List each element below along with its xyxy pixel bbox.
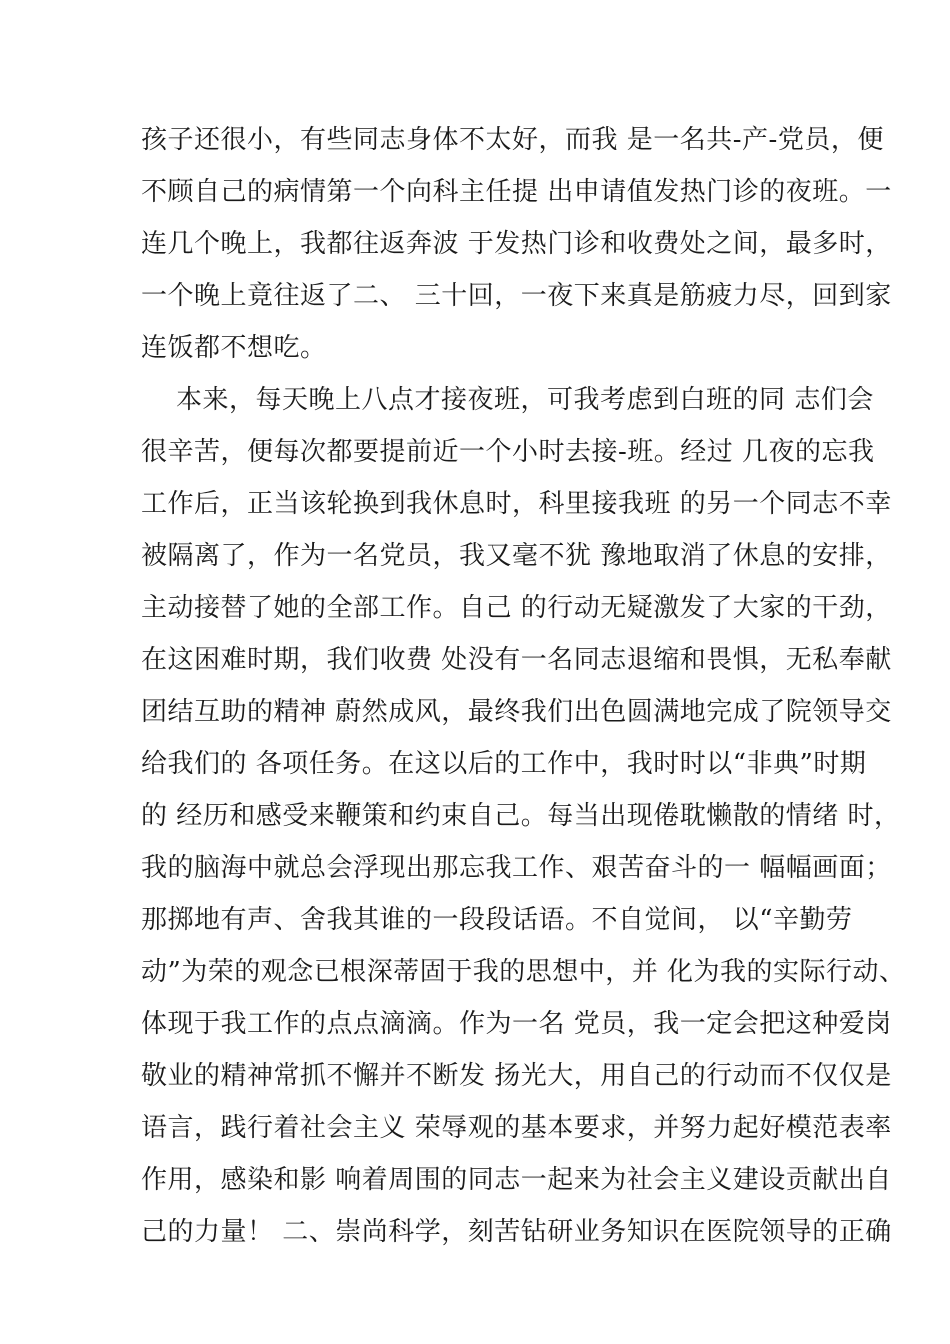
text-line: 工作后，正当该轮换到我休息时，科里接我班 的另一个同志不幸: [141, 489, 892, 519]
text-line: 己的力量！ 二、崇尚科学，刻苦钻研业务知识在医院领导的正确: [141, 1217, 892, 1247]
text-line: 团结互助的精神 蔚然成风，最终我们出色圆满地完成了院领导交: [141, 697, 892, 727]
text-line: 我的脑海中就总会浮现出那忘我工作、艰苦奋斗的一 幅幅画面；: [141, 853, 892, 883]
text-line: 体现于我工作的点点滴滴。作为一名 党员，我一定会把这种爱岗: [141, 1009, 892, 1039]
text-line: 很辛苦，便每次都要提前近一个小时去接-班。经过 几夜的忘我: [141, 437, 875, 467]
text-line: 被隔离了，作为一名党员，我又毫不犹 豫地取消了休息的安排，: [141, 541, 892, 571]
body-text: [141, 114, 906, 1258]
text-line: 主动接替了她的全部工作。自己 的行动无疑激发了大家的干劲，: [141, 593, 892, 623]
text-line: 孩子还很小，有些同志身体不太好，而我 是一名共-产-党员，便: [141, 125, 884, 155]
text-line: 不顾自己的病情第一个向科主任提 出申请值发热门诊的夜班。一: [141, 177, 892, 207]
text-line: 连饭都不想吃。: [141, 333, 327, 363]
text-line: 给我们的 各项任务。在这以后的工作中，我时时以“非典”时期: [141, 749, 867, 779]
text-line: 在这困难时期，我们收费 处没有一名同志退缩和畏惧，无私奉献: [141, 645, 892, 675]
text-line: 动”为荣的观念已根深蒂固于我的思想中，并 化为我的实际行动、: [141, 957, 906, 987]
text-line: 那掷地有声、舍我其谁的一段段话语。不自觉间， 以“辛勤劳: [141, 905, 853, 935]
text-line: 语言，践行着社会主义 荣辱观的基本要求，并努力起好模范表率: [141, 1113, 892, 1143]
text-line: 本来，每天晚上八点才接夜班，可我考虑到白班的同 志们会: [141, 385, 874, 415]
text-line: 敬业的精神常抓不懈并不断发 扬光大，用自己的行动而不仅仅是: [141, 1061, 892, 1091]
text-line: 一个晚上竟往返了二、 三十回，一夜下来真是筋疲力尽，回到家: [141, 281, 892, 311]
text-line: 作用，感染和影 响着周围的同志一起来为社会主义建设贡献出自: [141, 1165, 892, 1195]
text-line: 连几个晚上，我都往返奔波 于发热门诊和收费处之间，最多时，: [141, 229, 892, 259]
text-line: 的 经历和感受来鞭策和约束自己。每当出现倦耽懒散的情绪 时，: [141, 801, 901, 831]
